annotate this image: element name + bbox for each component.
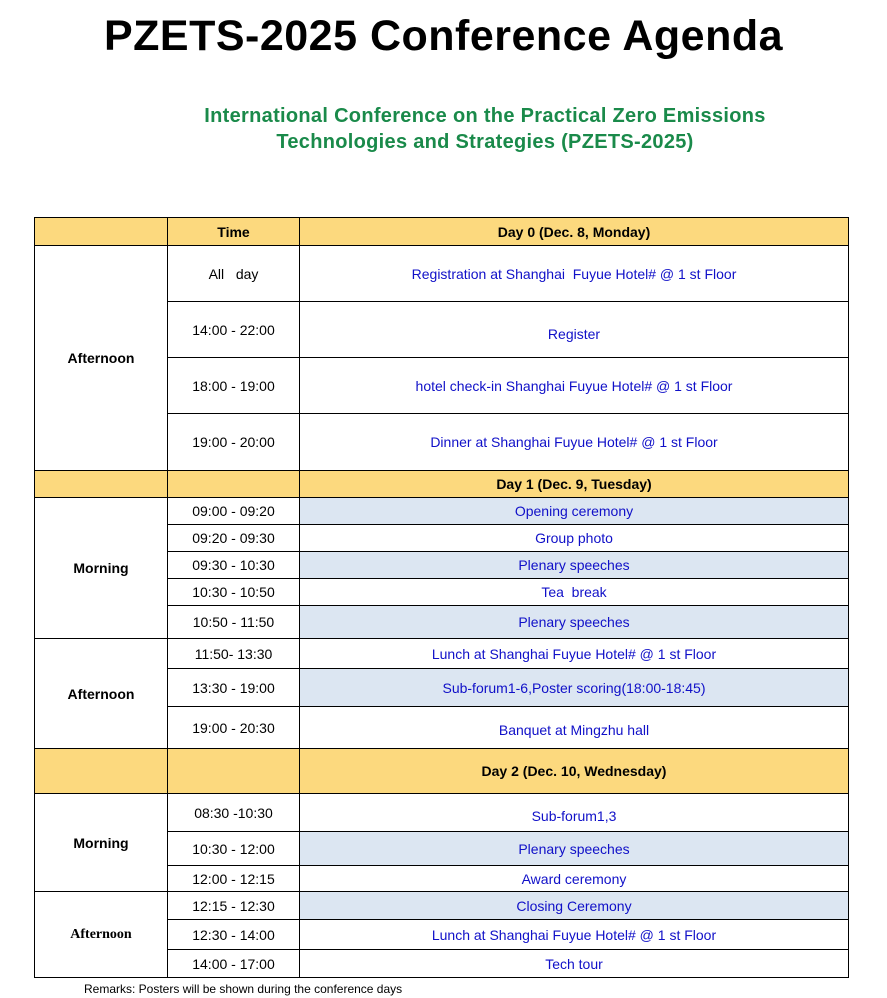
event-cell: Group photo (300, 525, 849, 552)
event-cell: Award ceremony (300, 866, 849, 892)
header-empty-cell (35, 471, 168, 498)
time-cell: 10:30 - 12:00 (168, 832, 300, 866)
day1-header-row (35, 471, 849, 498)
event-cell: Register (300, 302, 849, 358)
time-cell: 09:20 - 09:30 (168, 525, 300, 552)
event-cell: Plenary speeches (300, 606, 849, 639)
time-cell: 09:30 - 10:30 (168, 552, 300, 579)
event-cell: Sub-forum1,3 (300, 794, 849, 832)
time-cell: All day (168, 246, 300, 302)
day2-header-row (35, 749, 849, 794)
day1-header: Day 1 (Dec. 9, Tuesday) (300, 471, 849, 498)
event-cell: Sub-forum1-6,Poster scoring(18:00-18:45) (300, 669, 849, 707)
table-row (35, 246, 849, 302)
table-row (35, 498, 849, 525)
event-cell: Dinner at Shanghai Fuyue Hotel# @ 1 st Floor (300, 414, 849, 471)
event-cell: Tech tour (300, 950, 849, 978)
event-cell: Plenary speeches (300, 832, 849, 866)
event-cell: Banquet at Mingzhu hall (300, 707, 849, 749)
time-column-header: Time (168, 218, 300, 246)
header-empty-cell (35, 749, 168, 794)
time-cell: 19:00 - 20:00 (168, 414, 300, 471)
remarks-note: Remarks: Posters will be shown during the conference days (84, 982, 403, 996)
day0-header: Day 0 (Dec. 8, Monday) (300, 218, 849, 246)
subtitle-line-2: Technologies and Strategies (PZETS-2025) (276, 131, 694, 153)
header-empty-cell (168, 749, 300, 794)
time-cell: 10:30 - 10:50 (168, 579, 300, 606)
header-empty-cell (168, 471, 300, 498)
agenda-table (34, 217, 849, 978)
time-cell: 11:50- 13:30 (168, 639, 300, 669)
subtitle-line-1: International Conference on the Practical Zero Emissions (204, 105, 766, 127)
time-cell: 12:00 - 12:15 (168, 866, 300, 892)
event-cell: Lunch at Shanghai Fuyue Hotel# @ 1 st Floor (300, 920, 849, 950)
table-row (35, 892, 849, 920)
time-cell: 19:00 - 20:30 (168, 707, 300, 749)
page-title: PZETS-2025 Conference Agenda (103, 12, 784, 60)
time-cell: 18:00 - 19:00 (168, 358, 300, 414)
event-cell: Tea break (300, 579, 849, 606)
day1-period-morning: Morning (35, 498, 168, 639)
day2-period-afternoon: Afternoon (35, 892, 168, 978)
time-cell: 14:00 - 22:00 (168, 302, 300, 358)
event-cell: Opening ceremony (300, 498, 849, 525)
day1-period-afternoon: Afternoon (35, 639, 168, 749)
table-row (35, 639, 849, 669)
event-cell: Plenary speeches (300, 552, 849, 579)
day2-header: Day 2 (Dec. 10, Wednesday) (300, 749, 849, 794)
time-cell: 09:00 - 09:20 (168, 498, 300, 525)
table-row (35, 794, 849, 832)
time-cell: 12:15 - 12:30 (168, 892, 300, 920)
time-cell: 10:50 - 11:50 (168, 606, 300, 639)
subtitle (150, 103, 820, 155)
time-cell: 14:00 - 17:00 (168, 950, 300, 978)
event-cell: Registration at Shanghai Fuyue Hotel# @ 1 st Floor (300, 246, 849, 302)
event-cell: hotel check-in Shanghai Fuyue Hotel# @ 1 st Floor (300, 358, 849, 414)
day2-period-morning: Morning (35, 794, 168, 892)
event-cell: Closing Ceremony (300, 892, 849, 920)
table-header-row (35, 218, 849, 246)
event-cell: Lunch at Shanghai Fuyue Hotel# @ 1 st Floor (300, 639, 849, 669)
day0-period-afternoon: Afternoon (35, 246, 168, 471)
time-cell: 13:30 - 19:00 (168, 669, 300, 707)
time-cell: 08:30 -10:30 (168, 794, 300, 832)
time-cell: 12:30 - 14:00 (168, 920, 300, 950)
header-empty-cell (35, 218, 168, 246)
